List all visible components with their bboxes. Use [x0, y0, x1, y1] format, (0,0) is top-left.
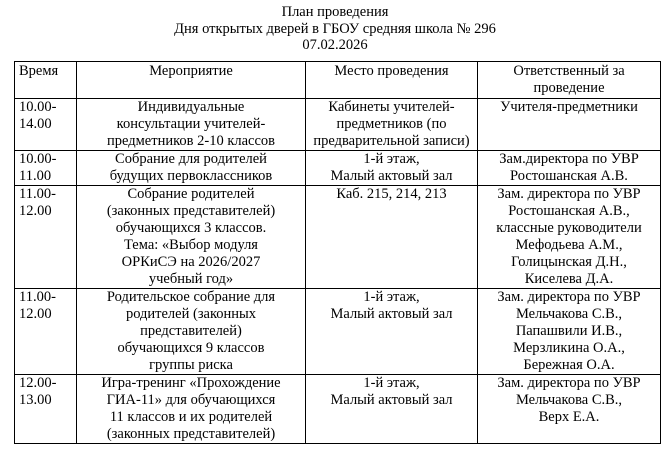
event-line: консультации учителей- — [116, 116, 266, 132]
column-header-responsible-line: проведение — [533, 80, 605, 96]
event-line: Индивидуальные — [137, 99, 245, 115]
responsible-line: Учителя-предметники — [500, 99, 638, 115]
responsible-line: Зам. директора по УВР — [497, 186, 641, 202]
cell-event — [77, 186, 306, 289]
cell-event — [77, 151, 306, 186]
table-row — [15, 99, 661, 151]
cell-time — [15, 186, 77, 289]
cell-place — [306, 186, 478, 289]
event-line: обучающихся 3 классов. — [115, 220, 267, 236]
place-line: 1-й этаж, — [363, 289, 420, 305]
document-header — [0, 0, 670, 54]
cell-time — [15, 151, 77, 186]
time-line: 10.00- — [19, 99, 57, 115]
event-line: (законных представителей) — [106, 203, 276, 219]
place-line: предварительной записи) — [313, 133, 470, 149]
event-line: учебный год» — [148, 271, 234, 287]
time-line: 11.00 — [19, 168, 52, 184]
responsible-line: Бережная О.А. — [523, 357, 615, 373]
event-line: Тема: «Выбор модуля — [124, 237, 258, 253]
table-header-row — [15, 62, 661, 99]
event-line: ОРКиСЭ на 2026/2027 — [121, 254, 261, 270]
cell-place — [306, 151, 478, 186]
place-line: Малый актовый зал — [330, 168, 453, 184]
column-header-place-line: Место проведения — [334, 63, 449, 79]
place-line: Каб. 215, 214, 213 — [336, 186, 447, 202]
cell-place — [306, 99, 478, 151]
responsible-line: Голицынская Д.Н., — [511, 254, 627, 270]
schedule-table — [14, 61, 661, 444]
place-line: Малый актовый зал — [330, 392, 453, 408]
responsible-line: Мельчакова С.В., — [515, 392, 623, 408]
table-row — [15, 375, 661, 444]
column-header-responsible-line: Ответственный за — [513, 63, 625, 79]
cell-place — [306, 289, 478, 375]
column-header-event-line: Мероприятие — [149, 63, 233, 79]
event-line: ГИА-11» для обучающихся — [106, 392, 276, 408]
responsible-line: Папашвили И.В., — [515, 323, 623, 339]
responsible-line: Киселева Д.А. — [524, 271, 614, 287]
place-line: Малый актовый зал — [330, 306, 453, 322]
responsible-line: классные руководители — [496, 220, 642, 236]
event-line: обучающихся 9 классов — [117, 340, 265, 356]
time-line: 12.00- — [19, 375, 57, 391]
place-line: предметников (по — [336, 116, 447, 132]
event-line: Собрание для родителей — [115, 151, 267, 167]
responsible-line: Зам. директора по УВР — [497, 289, 641, 305]
header-date: 07.02.2026 — [302, 37, 368, 53]
cell-time — [15, 375, 77, 444]
cell-responsible — [478, 375, 661, 444]
cell-place — [306, 375, 478, 444]
responsible-line: Мерзликина О.А., — [513, 340, 625, 356]
cell-event — [77, 375, 306, 444]
event-line: будущих первоклассников — [109, 168, 273, 184]
time-line: 10.00- — [19, 151, 57, 167]
time-line: 12.00 — [19, 203, 52, 219]
cell-responsible — [478, 289, 661, 375]
cell-responsible — [478, 99, 661, 151]
table-row — [15, 151, 661, 186]
column-header-place — [306, 62, 478, 99]
event-line: родителей (законных — [125, 306, 257, 322]
cell-event — [77, 289, 306, 375]
place-line: 1-й этаж, — [363, 375, 420, 391]
cell-time — [15, 289, 77, 375]
responsible-line: Ростошанская А.В. — [510, 168, 628, 184]
responsible-line: Мельчакова С.В., — [515, 306, 623, 322]
event-line: Собрание родителей — [127, 186, 255, 202]
responsible-line: Мефодьева А.М., — [515, 237, 623, 253]
event-line: (законных представителей) — [106, 426, 276, 442]
time-line: 12.00 — [19, 306, 52, 322]
place-line: Кабинеты учителей- — [328, 99, 455, 115]
column-header-event — [77, 62, 306, 99]
header-subtitle: Дня открытых дверей в ГБОУ средняя школа № 296 — [174, 20, 496, 37]
time-line: 11.00- — [19, 289, 56, 305]
responsible-line: Зам. директора по УВР — [497, 375, 641, 391]
cell-event — [77, 99, 306, 151]
responsible-line: Ростошанская А.В., — [508, 203, 630, 219]
time-line: 11.00- — [19, 186, 56, 202]
event-line: Игра-тренинг «Прохождение — [101, 375, 281, 391]
table-row — [15, 186, 661, 289]
time-line: 14.00 — [19, 116, 52, 132]
table-row — [15, 289, 661, 375]
cell-responsible — [478, 151, 661, 186]
responsible-line: Зам.директора по УВР — [499, 151, 639, 167]
event-line: группы риска — [149, 357, 233, 373]
column-header-time: Время — [15, 62, 77, 99]
column-header-responsible — [478, 62, 661, 99]
event-line: предметников 2-10 классов — [106, 133, 276, 149]
header-title: План проведения — [281, 4, 389, 20]
event-line: представителей) — [140, 323, 242, 339]
cell-responsible — [478, 186, 661, 289]
time-line: 13.00 — [19, 392, 52, 408]
responsible-line: Верх Е.А. — [538, 409, 600, 425]
event-line: 11 классов и их родителей — [109, 409, 273, 425]
place-line: 1-й этаж, — [363, 151, 420, 167]
cell-time — [15, 99, 77, 151]
event-line: Родительское собрание для — [106, 289, 276, 305]
